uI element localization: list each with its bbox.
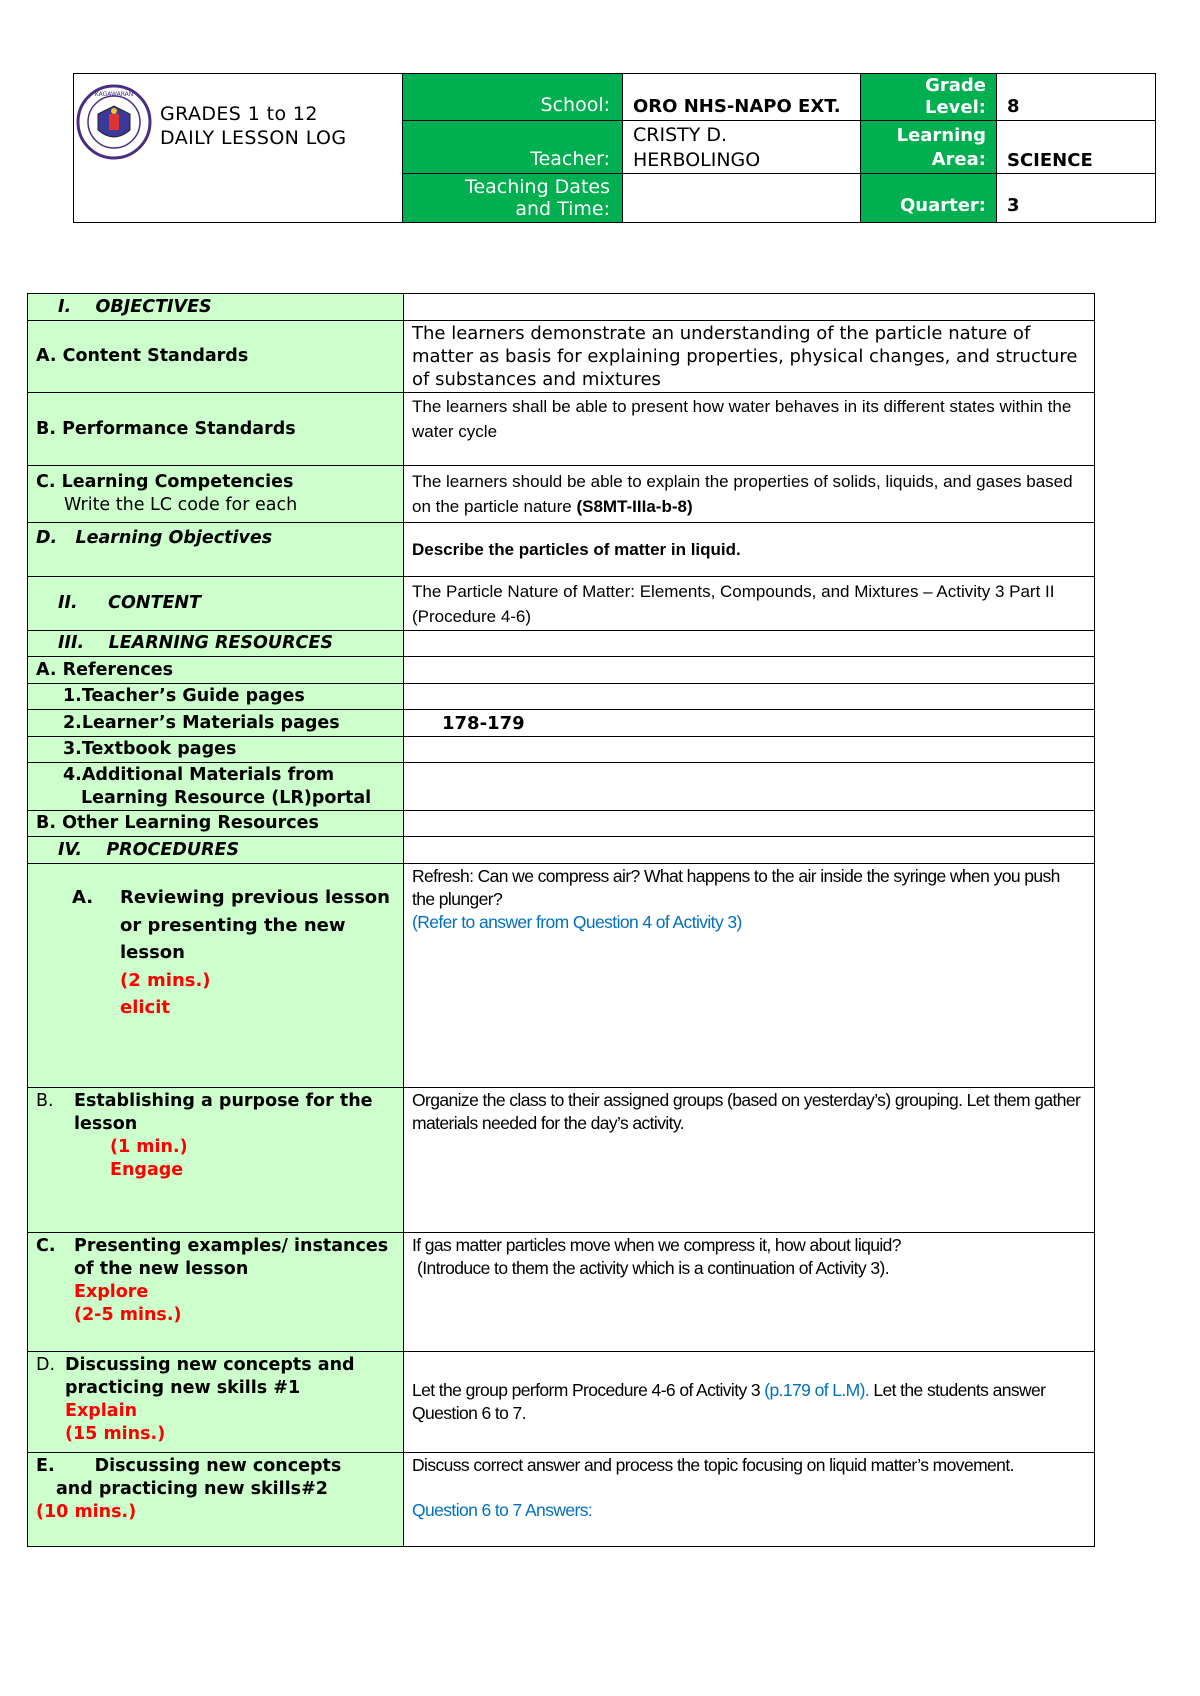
procedure-a-label: A. Reviewing previous lesson or presenting the new lesson (2 mins.) elicit: [28, 864, 404, 1088]
procedure-c-text: If gas matter particles move when we compress it, how about liquid? (Introduce to them the activity which is a continuation of Activity 3).: [404, 1233, 1095, 1352]
school-label: School:: [403, 74, 623, 121]
procedure-d-phase: Explain: [65, 1401, 138, 1421]
header-title-cell: [74, 74, 403, 222]
area-label: Learning Area:: [861, 121, 997, 174]
table-row: [28, 684, 1095, 710]
procedure-d-text: Let the group perform Procedure 4-6 of Activity 3 (p.179 of L.M). Let the students answer Question 6 to 7.: [404, 1352, 1095, 1453]
teacher-value: CRISTY D. HERBOLINGO: [623, 121, 861, 174]
performance-standards-text: The learners shall be able to present how water behaves in its different states within the water cycle: [404, 393, 1095, 466]
procedure-c-phase: Explore: [74, 1282, 149, 1302]
learning-competencies-label: C. Learning Competencies Write the LC code for each: [28, 466, 404, 523]
header-title: [160, 102, 347, 150]
title-line-1: GRADES 1 to 12: [160, 103, 318, 125]
procedure-b-text: Organize the class to their assigned groups (based on yesterday’s) grouping. Let them gather materials needed for the day’s activity.: [404, 1088, 1095, 1233]
deped-seal-icon: [76, 84, 152, 160]
procedure-e-text: Discuss correct answer and process the topic focusing on liquid matter’s movement. Question 6 to 7 Answers:: [404, 1453, 1095, 1547]
table-row: [28, 1233, 1095, 1352]
title-line-2: DAILY LESSON LOG: [160, 127, 347, 149]
table-row: [28, 631, 1095, 657]
dates-value: [623, 174, 861, 222]
content-standards-text: The learners demonstrate an understanding of the particle nature of matter as basis for explaining properties, physical changes, and structure of substances and mixtures: [404, 321, 1095, 393]
table-row: [28, 577, 1095, 631]
table-row: [28, 523, 1095, 577]
textbook-label: 3.Textbook pages: [28, 737, 404, 763]
teachers-guide-label: 1.Teacher’s Guide pages: [28, 684, 404, 710]
other-resources-label: B. Other Learning Resources: [28, 811, 404, 837]
content-heading: II. CONTENT: [28, 577, 404, 631]
table-row: [28, 321, 1095, 393]
table-row: [28, 466, 1095, 523]
quarter-value: 3: [1007, 195, 1020, 216]
references-label: A. References: [28, 657, 404, 684]
dates-label: Teaching Dates and Time:: [403, 174, 623, 222]
procedure-d-label: D. Discussing new concepts and practicing new skills #1 Explain (15 mins.): [28, 1352, 404, 1453]
teacher-label: Teacher:: [403, 121, 623, 174]
table-row: [28, 763, 1095, 811]
lesson-log-table: [27, 293, 1095, 1547]
procedure-a-time: (2 mins.): [120, 969, 211, 991]
table-row: [28, 811, 1095, 837]
table-row: [28, 1352, 1095, 1453]
table-row: [28, 737, 1095, 763]
procedure-a-text: Refresh: Can we compress air? What happens to the air inside the syringe when you push the plunger? (Refer to answer from Question 4 of Activity 3): [404, 864, 1095, 1088]
quarter-label: Quarter:: [861, 174, 997, 222]
procedure-b-phase: Engage: [110, 1160, 184, 1180]
procedure-a-note: (Refer to answer from Question 4 of Activity 3): [412, 912, 742, 932]
lc-code: (S8MT-IIIa-b-8): [576, 497, 693, 516]
area-value: SCIENCE: [997, 121, 1155, 174]
procedures-heading: IV. PROCEDURES: [28, 837, 404, 864]
procedure-b-label: B. Establishing a purpose for the lesson (1 min.) Engage: [28, 1088, 404, 1233]
learners-materials-value: 178-179: [404, 710, 1095, 737]
table-row: [28, 657, 1095, 684]
procedure-e-time: (10 mins.): [36, 1502, 137, 1522]
table-row: [28, 1453, 1095, 1547]
grade-label: Grade Level:: [861, 74, 997, 121]
procedure-b-time: (1 min.): [110, 1137, 188, 1157]
table-row: [28, 1088, 1095, 1233]
grade-value: 8: [997, 74, 1155, 121]
additional-materials-label: 4.Additional Materials from Learning Resource (LR)portal: [28, 763, 404, 811]
resources-heading: III. LEARNING RESOURCES: [28, 631, 404, 657]
performance-standards-label: B. Performance Standards: [28, 393, 404, 466]
learning-objectives-label: D. Learning Objectives: [28, 523, 404, 577]
table-row: [28, 294, 1095, 321]
procedure-a-phase: elicit: [120, 997, 170, 1018]
objectives-heading: I. OBJECTIVES: [28, 294, 404, 321]
procedure-d-ref: (p.179 of L.M).: [764, 1380, 870, 1400]
procedure-e-note: Question 6 to 7 Answers:: [412, 1500, 593, 1520]
content-standards-label: A. Content Standards: [28, 321, 404, 393]
content-text: The Particle Nature of Matter: Elements, Compounds, and Mixtures – Activity 3 Part II (Procedure 4-6): [404, 577, 1095, 631]
svg-text:KAGAWARAN: KAGAWARAN: [94, 91, 134, 98]
header-table: [73, 73, 1156, 223]
table-row: [28, 393, 1095, 466]
procedure-d-time: (15 mins.): [65, 1424, 166, 1444]
procedure-c-time: (2-5 mins.): [74, 1305, 182, 1325]
table-row: [28, 837, 1095, 864]
table-row: [28, 710, 1095, 737]
learning-objectives-text: Describe the particles of matter in liquid.: [404, 523, 1095, 577]
procedure-c-label: C. Presenting examples/ instances of the new lesson Explore (2-5 mins.): [28, 1233, 404, 1352]
table-row: [28, 864, 1095, 1088]
learning-competencies-text: The learners should be able to explain the properties of solids, liquids, and gases based on the particle nature (S8MT-IIIa-b-8): [404, 466, 1095, 523]
procedure-e-label: E. Discussing new concepts and practicing new skills#2 (10 mins.): [28, 1453, 404, 1547]
learners-materials-label: 2.Learner’s Materials pages: [28, 710, 404, 737]
school-value: ORO NHS-NAPO EXT.: [623, 74, 861, 121]
